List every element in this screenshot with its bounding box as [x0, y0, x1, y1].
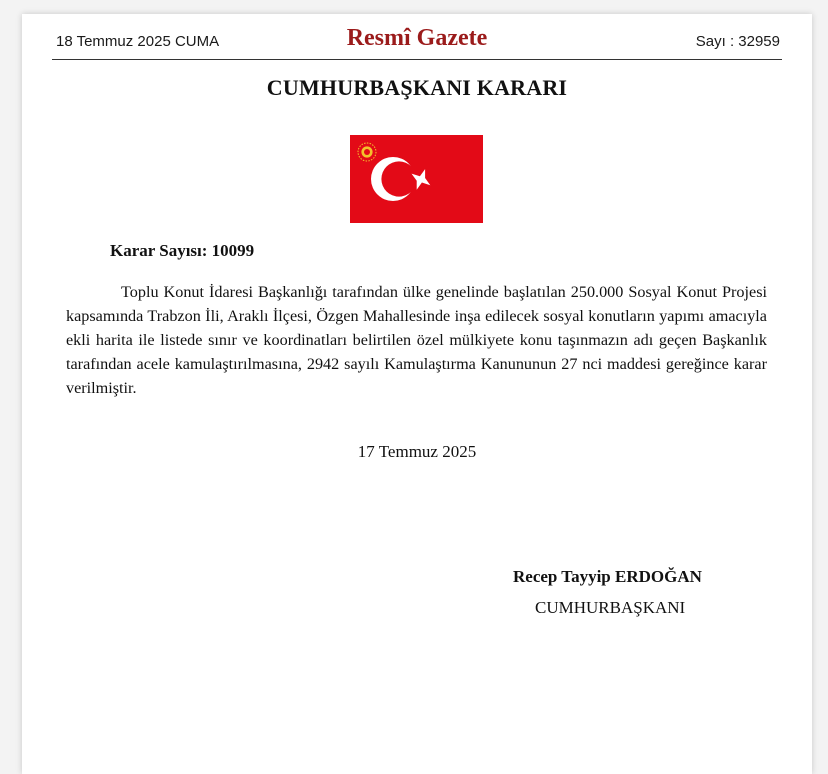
decision-date: 17 Temmuz 2025: [357, 442, 477, 461]
decision-body: Toplu Konut İdaresi Başkanlığı tarafından ülke genelinde başlatılan 250.000 Sosyal Konut Projesi kapsamında Trabzon İli, Araklı İlçesi, Özgen Mahallesinde inşa edilecek sosyal konutların yapımı amacıyla ekli harita ile listede sınır ve koordinatları belirtilen özel mülkiyete konu taşınmazın adı geçen Başkanlık tarafından acele kamulaştırılmasına, 2942 sayılı Kamulaştırma Kanununun 27 nci maddesi gereğince karar verilmiştir.: [66, 283, 767, 397]
header-date: 18 Temmuz 2025 CUMA: [56, 33, 220, 50]
header-divider: [52, 59, 782, 60]
signatory-title: CUMHURBAŞKANI: [535, 598, 686, 617]
gazette-page: [22, 14, 812, 774]
document-heading: CUMHURBAŞKANI KARARI: [266, 75, 568, 100]
signatory-name: Recep Tayyip ERDOĞAN: [513, 567, 702, 586]
decision-number: Karar Sayısı: 10099: [110, 241, 255, 260]
gazette-title: Resmî Gazete: [346, 25, 488, 51]
issue-number: Sayı : 32959: [695, 33, 780, 50]
turkish-flag-icon: [350, 135, 483, 223]
